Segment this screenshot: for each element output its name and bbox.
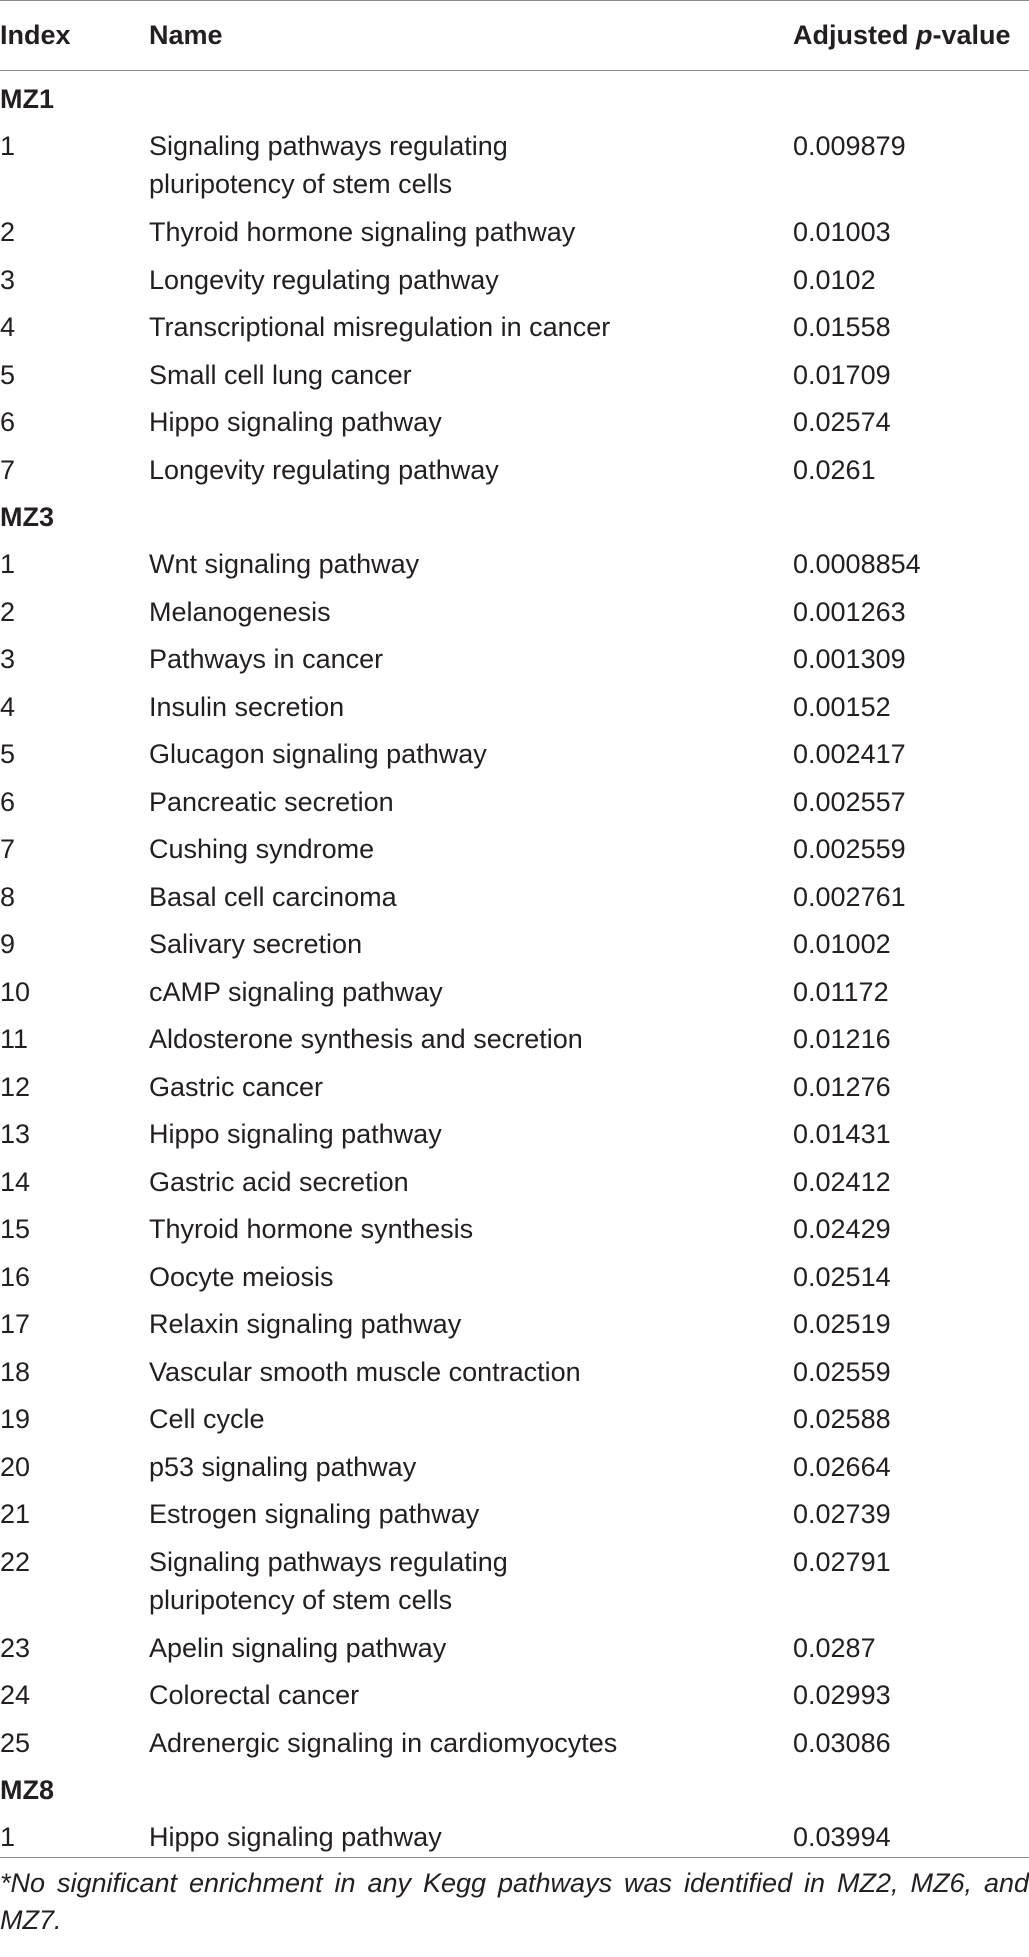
row-index: 16 (0, 1261, 31, 1292)
adjusted-p-value: 0.01431 (793, 1119, 891, 1149)
table-row (0, 1154, 1029, 1202)
adjusted-p-value: 0.02514 (793, 1261, 891, 1292)
pathway-name (149, 1818, 793, 1856)
pathway-name-line: p53 signaling pathway (149, 1451, 417, 1482)
pathway-name (149, 1068, 793, 1106)
footnote: *No significant enrichment in any Kegg pathways was identified in MZ2, MZ6, and MZ7. (0, 1867, 1029, 1935)
row-index: 1 (0, 131, 16, 161)
row-index: 11 (0, 1024, 29, 1054)
adjusted-p-value: 0.02993 (793, 1680, 891, 1710)
header-p-prefix: Adjusted (793, 20, 917, 50)
adjusted-p-value: 0.001309 (793, 644, 906, 674)
adjusted-p-value: 0.01216 (793, 1024, 891, 1054)
adjusted-p-value: 0.01003 (793, 217, 891, 247)
pathway-name (149, 593, 793, 631)
pathway-name-line: Hippo signaling pathway (149, 407, 442, 437)
table-row (0, 1391, 1029, 1439)
pathway-name-line: Pathways in cancer (149, 644, 384, 674)
row-index: 14 (0, 1166, 31, 1197)
table-row (0, 964, 1029, 1012)
pathway-name-line: Thyroid hormone synthesis (149, 1214, 474, 1244)
pathway-name-line: Aldosterone synthesis and secretion (149, 1024, 583, 1054)
table-row (0, 1667, 1029, 1715)
pathway-name (149, 1258, 793, 1296)
pathway-name (149, 1163, 793, 1201)
pathway-name-line: Insulin secretion (149, 691, 345, 722)
row-index: 3 (0, 264, 16, 295)
pathway-name-line: Transcriptional misregulation in cancer (149, 312, 611, 342)
row-index: 25 (0, 1727, 31, 1758)
pathway-name (149, 261, 793, 299)
pathway-name (149, 1400, 793, 1438)
pathway-name-line: cAMP signaling pathway (149, 976, 443, 1007)
adjusted-p-value: 0.02739 (793, 1499, 891, 1529)
adjusted-p-value: 0.02559 (793, 1356, 891, 1387)
table-row (0, 204, 1029, 252)
pathway-name (149, 1115, 793, 1153)
row-index: 17 (0, 1309, 31, 1339)
pathway-name (149, 973, 793, 1011)
pathway-name-line: Hippo signaling pathway (149, 1119, 442, 1149)
header-adjusted-p-value (793, 20, 1029, 51)
adjusted-p-value: 0.01172 (793, 976, 889, 1007)
table-row (0, 679, 1029, 727)
adjusted-p-value: 0.02588 (793, 1404, 891, 1434)
table-row (0, 1486, 1029, 1534)
header-p-italic: p (916, 20, 933, 50)
table-row (0, 1249, 1029, 1297)
row-index: 3 (0, 644, 16, 674)
pathway-name (149, 213, 793, 251)
pathway-name-line: Melanogenesis (149, 596, 331, 627)
adjusted-p-value: 0.02519 (793, 1309, 891, 1339)
table-row (0, 1620, 1029, 1668)
pathway-name-line: Small cell lung cancer (149, 359, 412, 390)
pathway-name (149, 1495, 793, 1533)
pathway-name-line: pluripotency of stem cells (149, 169, 453, 199)
pathway-name-line: Signaling pathways regulating (149, 1546, 508, 1577)
adjusted-p-value: 0.01709 (793, 359, 891, 390)
row-index: 23 (0, 1632, 31, 1663)
table-row (0, 299, 1029, 347)
row-index: 9 (0, 929, 16, 959)
table-row (0, 1059, 1029, 1107)
pathway-name (149, 688, 793, 726)
table-row (0, 536, 1029, 584)
pathway-name-line: Cell cycle (149, 1404, 265, 1434)
table-row (0, 1534, 1029, 1620)
pathway-name-line: Salivary secretion (149, 929, 363, 959)
pathway-name-line: Gastric cancer (149, 1071, 324, 1102)
table-row (0, 821, 1029, 869)
adjusted-p-value: 0.0102 (793, 264, 876, 295)
pathway-name (149, 640, 793, 678)
table-row (0, 1011, 1029, 1059)
pathway-name-line: Colorectal cancer (149, 1680, 360, 1710)
adjusted-p-value: 0.01558 (793, 312, 891, 342)
pathway-name-line: Hippo signaling pathway (149, 1822, 442, 1852)
pathway-name-line: Glucagon signaling pathway (149, 739, 487, 769)
pathway-name (149, 1305, 793, 1343)
table-row (0, 1715, 1029, 1763)
adjusted-p-value: 0.002417 (793, 739, 906, 769)
table-row (0, 252, 1029, 300)
adjusted-p-value: 0.002761 (793, 881, 906, 912)
pathway-name (149, 783, 793, 821)
pathway-name (149, 1020, 793, 1058)
adjusted-p-value: 0.00152 (793, 691, 891, 722)
pathway-name-line: pluripotency of stem cells (149, 1584, 453, 1615)
adjusted-p-value: 0.0008854 (793, 549, 921, 579)
pathway-name-line: Cushing syndrome (149, 834, 375, 864)
table-row (0, 118, 1029, 204)
row-index: 6 (0, 786, 16, 817)
adjusted-p-value: 0.03994 (793, 1822, 891, 1852)
adjusted-p-value: 0.009879 (793, 131, 906, 161)
pathway-name-line: Apelin signaling pathway (149, 1632, 447, 1663)
pathway-name-line: Relaxin signaling pathway (149, 1309, 462, 1339)
adjusted-p-value: 0.02412 (793, 1166, 891, 1197)
adjusted-p-value: 0.002559 (793, 834, 906, 864)
pathway-name-line: Estrogen signaling pathway (149, 1499, 480, 1529)
pathway-name-line: Pancreatic secretion (149, 786, 394, 817)
pathway-name (149, 1543, 793, 1619)
adjusted-p-value: 0.02664 (793, 1451, 891, 1482)
header-index: Index (0, 20, 71, 50)
table-row (0, 869, 1029, 917)
row-index: 18 (0, 1356, 31, 1387)
adjusted-p-value: 0.02574 (793, 407, 891, 437)
adjusted-p-value: 0.02791 (793, 1546, 891, 1577)
header-name: Name (149, 20, 223, 50)
row-index: 15 (0, 1214, 31, 1244)
row-index: 19 (0, 1404, 31, 1434)
adjusted-p-value: 0.01276 (793, 1071, 891, 1102)
row-index: 1 (0, 1822, 16, 1852)
pathway-name (149, 1210, 793, 1248)
adjusted-p-value: 0.0261 (793, 454, 876, 485)
pathway-name (149, 1676, 793, 1714)
pathway-name-line: Adrenergic signaling in cardiomyocytes (149, 1727, 618, 1758)
table-row (0, 442, 1029, 490)
table-row (0, 726, 1029, 774)
pathway-name (149, 356, 793, 394)
adjusted-p-value: 0.002557 (793, 786, 906, 817)
pathway-name (149, 403, 793, 441)
header-p-suffix: -value (932, 20, 1011, 50)
pathway-name (149, 1448, 793, 1486)
adjusted-p-value: 0.001263 (793, 596, 906, 627)
pathway-name-line: Signaling pathways regulating (149, 131, 508, 161)
row-index: 8 (0, 881, 16, 912)
row-index: 24 (0, 1680, 31, 1710)
row-index: 6 (0, 407, 16, 437)
table-row (0, 1439, 1029, 1487)
pathway-name-line: Longevity regulating pathway (149, 264, 499, 295)
row-index: 2 (0, 596, 16, 627)
row-index: 12 (0, 1071, 31, 1102)
pathway-name-line: Basal cell carcinoma (149, 881, 397, 912)
group-label: MZ8 (0, 1775, 54, 1805)
row-index: 4 (0, 691, 16, 722)
row-index: 10 (0, 976, 31, 1007)
pathway-name (149, 1724, 793, 1762)
row-index: 5 (0, 359, 16, 390)
table-row (0, 1201, 1029, 1249)
row-index: 7 (0, 834, 16, 864)
adjusted-p-value: 0.01002 (793, 929, 891, 959)
pathway-name (149, 308, 793, 346)
pathway-name-line: Longevity regulating pathway (149, 454, 499, 485)
table-row (0, 1809, 1029, 1857)
pathway-name (149, 925, 793, 963)
row-index: 20 (0, 1451, 31, 1482)
pathway-name-line: Thyroid hormone signaling pathway (149, 217, 576, 247)
adjusted-p-value: 0.02429 (793, 1214, 891, 1244)
row-index: 7 (0, 454, 16, 485)
adjusted-p-value: 0.03086 (793, 1727, 891, 1758)
row-index: 2 (0, 217, 16, 247)
pathway-name (149, 451, 793, 489)
row-index: 5 (0, 739, 16, 769)
table-body (0, 71, 1029, 1857)
table-row (0, 631, 1029, 679)
row-index: 1 (0, 549, 16, 579)
table-row (0, 1296, 1029, 1344)
pathway-name (149, 127, 793, 203)
row-index: 21 (0, 1499, 31, 1529)
row-index: 22 (0, 1546, 31, 1577)
pathway-name (149, 830, 793, 868)
pathway-name-line: Gastric acid secretion (149, 1166, 409, 1197)
table-row (0, 394, 1029, 442)
table-row (0, 916, 1029, 964)
pathway-name (149, 878, 793, 916)
table-header (0, 1, 1029, 70)
pathway-name (149, 735, 793, 773)
pathway-name (149, 545, 793, 583)
adjusted-p-value: 0.0287 (793, 1632, 876, 1663)
table-row (0, 1344, 1029, 1392)
table-row (0, 347, 1029, 395)
pathway-name-line: Oocyte meiosis (149, 1261, 334, 1292)
pathway-name (149, 1353, 793, 1391)
row-index: 4 (0, 312, 16, 342)
table-row (0, 774, 1029, 822)
pathway-name-line: Vascular smooth muscle contraction (149, 1356, 581, 1387)
pathway-name-line: Wnt signaling pathway (149, 549, 420, 579)
group-label: MZ3 (0, 502, 54, 532)
pathway-name (149, 1629, 793, 1667)
row-index: 13 (0, 1119, 31, 1149)
table-row (0, 1106, 1029, 1154)
group-label: MZ1 (0, 84, 54, 114)
table-row (0, 584, 1029, 632)
